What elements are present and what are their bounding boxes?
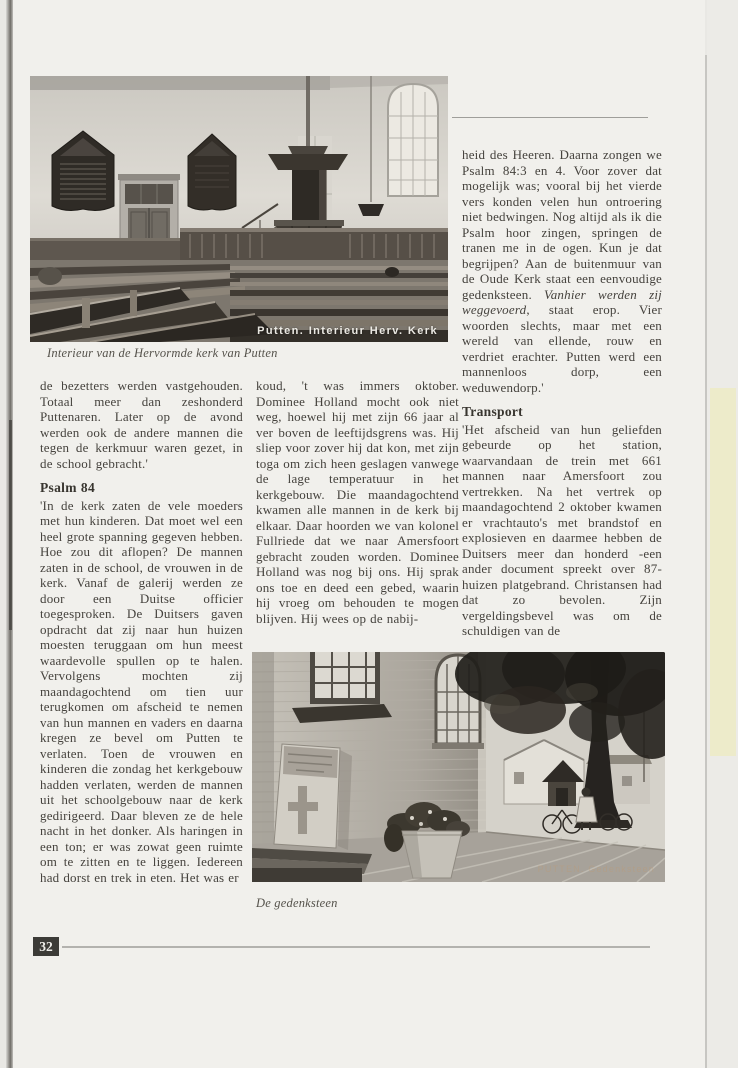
church-window-icon — [388, 84, 438, 196]
photo-overlay-caption: Putten. Interieur Herv. Kerk — [257, 325, 438, 337]
memorial-stone-photo — [252, 652, 665, 882]
header-rule — [452, 117, 648, 118]
paragraph-in-de-kerk: 'In de kerk zaten de vele moeders met hun kinderen. Dat moet wel een heel grote spanning gegeven hebben. Hoe zou dit aflopen? De mannen zaten in de school, de vrouwen in de kerk. Vanaf de galerij werden ze door een Duitse officier toegesproken. De Duitsers gaven opdracht dat zij naar hun huizen moesten teruggaan om hun meest waardevolle spullen op te halen. Vervolgens mochten zij maandagochtend om tien uur terugkomen om afscheid te nemen van hun mannen en vaders en daarna kregen ze bevel om Putten te verlaten. Toen de vrouwen en kinderen die zondag het kerkgebouw hadden verlaten, werden de mannen uit het schoolgebouw naar de kerk gedirigeerd. Daar bleven ze de hele nacht in het donker. Als haringen in een ton; er was zowat geen ruimte om te zitten en te liggen. Iedereen had dorst en trek in eten. Het was er — [40, 497, 243, 885]
page-binding-dark-line — [9, 420, 12, 630]
paragraph-heid-des-heeren — [462, 147, 662, 395]
church-photo-caption: Interieur van de Hervormde kerk van Putten — [47, 346, 278, 360]
section-heading-transport: Transport — [462, 404, 523, 419]
text-normal: , staat erop. Vier woorden slechts, maar met een wereld van ellende, rouw en verdriet erachter. Putten werd een mannenloos dorp, een weduwendorp.' — [462, 302, 662, 395]
photo-overlay-caption: PUTTEN. Gedenksteen — [537, 864, 655, 874]
text-italic-inscription: Vanhier werden zij weggevoerd — [462, 286, 662, 317]
church-interior-photo — [30, 76, 448, 342]
church-interior-illustration — [30, 76, 448, 342]
section-heading-psalm-84: Psalm 84 — [40, 480, 96, 495]
yellow-accent-strip — [710, 388, 736, 756]
text-column-3 — [462, 147, 662, 648]
memorial-photo-caption: De gedenksteen — [256, 896, 338, 910]
text-normal: heid des Heeren. Daarna zongen we Psalm 84:3 en 4. Voor zover dat mogelijk was; vooral bij het vierde vers konden velen hun ontroering niet bedwingen. Nog altijd als ik die Psalm hoor zingen, springen de tranen me in de ogen. Kun je dat begrijpen? Aan de buitenmuur van de Oude Kerk staat een eenvoudige gedenksteen. — [462, 147, 662, 302]
footer-rule — [62, 946, 650, 948]
paragraph-koud: koud, 't was immers oktober. Dominee Holland mocht ook niet weg, hoewel hij met zijn 66 jaar al ver boven de leeftijdsgrens was. Hij sliep voor zover hij dat kon, met zijn toga om zich heen geslagen vanwege de lage temperatuur in het kerkgebouw. Die maandagochtend kwamen alle mannen in de kerk bij elkaar. Daar hoorden we van kolonel Fullriede dat we naar Amersfoort gebracht zouden worden. Dominee Holland was nog bij ons. Hij sprak ons toe en deed een gebed, waarin hij vroeg om behouden te mogen blijven. Hij wees op de nabij- — [256, 378, 459, 626]
page-number: 32 — [33, 937, 59, 956]
text-column-2 — [256, 378, 459, 635]
page-edge-line — [705, 55, 707, 1068]
paragraph-bezetters: de bezetters werden vastgehouden. Totaal meer dan zeshonderd Puttenaren. Later op de avond werden ook de andere mannen die tegen de kerkmuur waren gezet, in de school gebracht.' — [40, 378, 243, 471]
memorial-illustration — [252, 652, 665, 882]
paragraph-afscheid: 'Het afscheid van hun geliefden gebeurde op het station, waarvandaan de trein met 661 mannen naar Amersfoort zou vertrekken. Na het vertrek op maandagochtend 2 oktober kwamen er vrachtauto's met brandstof en explosieven en daarmee hebben de Duitsers meer dan honderd -een ander document spreekt over 87- huizen platgebrand. Christansen had dat zo bevolen. Zijn vergeldingsbevel was om de schuldigen van de — [462, 421, 662, 638]
text-column-1 — [40, 378, 243, 894]
gedenksteen — [274, 744, 352, 850]
